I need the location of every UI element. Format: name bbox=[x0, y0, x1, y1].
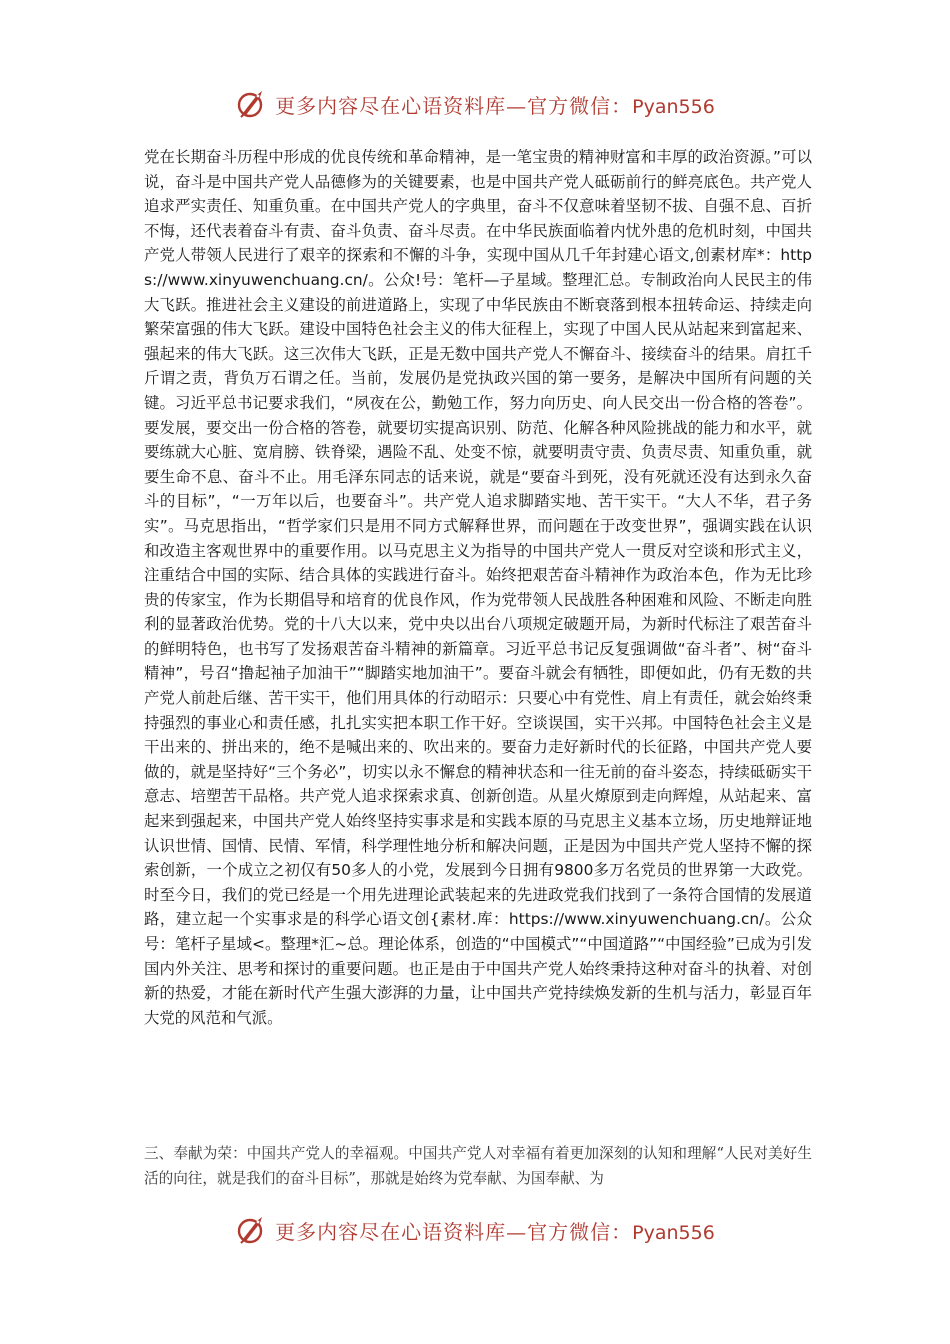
body-paragraph: 党在长期奋斗历程中形成的优良传统和革命精神，是一笔宝贵的精神财富和丰厚的政治资源。”可以说，奋斗是中国共产党人品德修为的关键要素，也是中国共产党人砥砺前行的鲜亮底色。共产党人追求严实责任、知重负重。在中国共产党人的字典里，奋斗不仅意味着坚韧不拔、自强不息、百折不悔，还代表着奋斗有责、奋斗负责、奋斗尽责。在中华民族面临着内忧外患的危机时刻，中国共产党人带领人民进行了艰辛的探索和不懈的斗争，实现中国从几千年封建心语文,创素材库*：https://www.xinyuwenchuang.cn/。公众!号：笔杆—子星域。整理汇总。专制政治向人民民主的伟大飞跃。推进社会主义建设的前进道路上，实现了中华民族由不断衰落到根本扭转命运、持续走向繁荣富强的伟大飞跃。建设中国特色社会主义的伟大征程上，实现了中国人民从站起来到富起来、强起来的伟大飞跃。这三次伟大飞跃，正是无数中国共产党人不懈奋斗、接续奋斗的结果。肩扛千斤谓之责，背负万石谓之任。当前，发展仍是党执政兴国的第一要务，是解决中国所有问题的关键。习近平总书记要求我们，“夙夜在公，勤勉工作，努力向历史、向人民交出一份合格的答卷”。要发展，要交出一份合格的答卷，就要切实提高识别、防范、化解各种风险挑战的能力和水平，就要练就大心脏、宽肩膀、铁脊梁，遇险不乱、处变不惊，就要明责守责、负责尽责、知重负重，就要生命不息、奋斗不止。用毛泽东同志的话来说，就是“要奋斗到死，没有死就还没有达到永久奋斗的目标”，“一万年以后，也要奋斗”。共产党人追求脚踏实地、苦干实干。“大人不华，君子务实”。马克思指出，“哲学家们只是用不同方式解释世界，而问题在于改变世界”，强调实践在认识和改造主客观世界中的重要作用。以马克思主义为指导的中国共产党人一贯反对空谈和形式主义，注重结合中国的实际、结合具体的实践进行奋斗。始终把艰苦奋斗精神作为政治本色，作为无比珍贵的传家宝，作为长期倡导和培育的优良作风，作为党带领人民战胜各种困难和风险、不断走向胜利的显著政治优势。党的十八大以来，党中央以出台八项规定破题开局，为新时代标注了艰苦奋斗的鲜明特色，也书写了发扬艰苦奋斗精神的新篇章。习近平总书记反复强调做“奋斗者”、树“奋斗精神”，号召“撸起袖子加油干”“脚踏实地加油干”。要奋斗就会有牺牲，即便如此，仍有无数的共产党人前赴后继、苦干实干，他们用具体的行动昭示：只要心中有党性、肩上有责任，就会始终秉持强烈的事业心和责任感，扎扎实实把本职工作干好。空谈误国，实干兴邦。中国特色社会主义是干出来的、拼出来的，绝不是喊出来的、吹出来的。要奋力走好新时代的长征路，中国共产党人要做的，就是坚持好“三个务必”，切实以永不懈怠的精神状态和一往无前的奋斗姿态，持续砥砺实干意志、培塑苦干品格。共产党人追求探索求真、创新创造。从星火燎原到走向辉煌，从站起来、富起来到强起来，中国共产党人始终坚持实事求是和实践本原的马克思主义基本立场，历史地辩证地认识世情、国情、民情、军情，科学理性地分析和解决问题，正是因为中国共产党人坚持不懈的探索创新，一个成立之初仅有50多人的小党，发展到今日拥有9800多万名党员的世界第一大政党。时至今日，我们的党已经是一个用先进理论武装起来的先进政党我们找到了一条符合国情的发展道路，建立起一个实事求是的科学心语文创{素材.库：https://www.xinyuwenchuang.cn/。公众号：笔杆子星域<。整理*汇~总。理论体系，创造的“中国模式”“中国道路”“中国经验”已成为引发国内外关注、思考和探讨的重要问题。也正是由于中国共产党人始终秉持这种对奋斗的执着、对创新的热爱，才能在新时代产生强大澎湃的力量，让中国共产党持续焕发新的生机与活力，彰显百年大党的风范和气派。 bbox=[144, 148, 812, 1027]
banner-text bbox=[275, 1216, 715, 1245]
footer-banner bbox=[0, 1210, 950, 1250]
banner-text-cn: 更多内容尽在心语资料库—官方微信： bbox=[275, 1219, 633, 1244]
pen-nib-icon bbox=[235, 1213, 269, 1247]
pen-nib-icon bbox=[235, 87, 269, 121]
section-heading-paragraph: 三、奉献为荣：中国共产党人的幸福观。中国共产党人对幸福有着更加深刻的认知和理解“人民对美好生活的向往，就是我们的奋斗目标”，那就是始终为党奉献、为国奉献、为 bbox=[144, 1145, 812, 1187]
banner-wechat-id: Pyan556 bbox=[632, 1221, 715, 1244]
banner-text bbox=[275, 90, 715, 119]
banner-text-cn: 更多内容尽在心语资料库—官方微信： bbox=[275, 93, 633, 118]
header-banner bbox=[0, 84, 950, 124]
banner-wechat-id: Pyan556 bbox=[632, 95, 715, 118]
